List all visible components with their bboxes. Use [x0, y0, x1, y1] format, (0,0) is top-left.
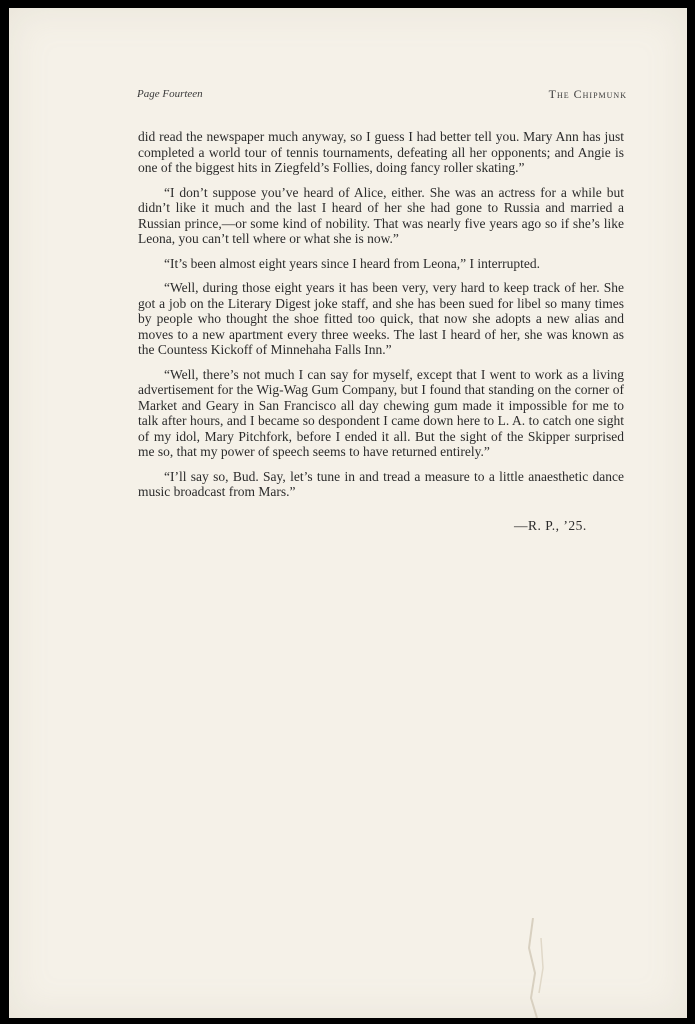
document-page	[9, 8, 687, 1018]
paragraph: “I’ll say so, Bud. Say, let’s tune in and tread a measure to a little anaesthetic dance music broadcast from Mars.”	[138, 468, 624, 499]
paragraph: did read the newspaper much anyway, so I guess I had better tell you. Mary Ann has just completed a world tour of tennis tournaments, defeating all her opponents; and Angie is one of the biggest hits in Ziegfeld’s Follies, doing fancy roller skating.”	[138, 129, 624, 175]
page-number-label: Page Fourteen	[137, 88, 203, 100]
author-signature: —R. P., ’25.	[514, 518, 587, 533]
paragraph: “Well, during those eight years it has been very, very hard to keep track of her. She got a job on the Literary Digest joke staff, and she has been sued for libel so many times by people who thought the shoe fitted too quick, that now she adopts a new alias and moves to a new apartment every three weeks. The last I heard of her, she was known as the Countess Kickoff of Minnehaha Falls Inn.”	[138, 280, 624, 357]
publication-title: The Chipmunk	[548, 87, 627, 101]
article-body	[138, 129, 624, 509]
paper-tear-mark	[521, 918, 561, 1018]
running-header	[137, 88, 627, 104]
paragraph: “Well, there’s not much I can say for myself, except that I went to work as a living advertisement for the Wig-Wag Gum Company, but I found that standing on the corner of Market and Geary in San Francisco all day chewing gum made it impossible for me to talk after hours, and I became so despondent I came down here to L. A. to catch one sight of my idol, Mary Pitchfork, before I ended it all. But the sight of the Skipper surprised me so, that my power of speech seems to have returned entirely.”	[138, 366, 624, 459]
paragraph: “It’s been almost eight years since I heard from Leona,” I interrupted.	[164, 255, 540, 271]
paragraph: “I don’t suppose you’ve heard of Alice, either. She was an actress for a while but didn’t like it much and the last I heard of her she had gone to Russia and married a Russian prince,—or some kind of nobility. That was nearly five years ago so if she’s like Leona, you can’t tell where or what she is now.”	[138, 184, 624, 246]
